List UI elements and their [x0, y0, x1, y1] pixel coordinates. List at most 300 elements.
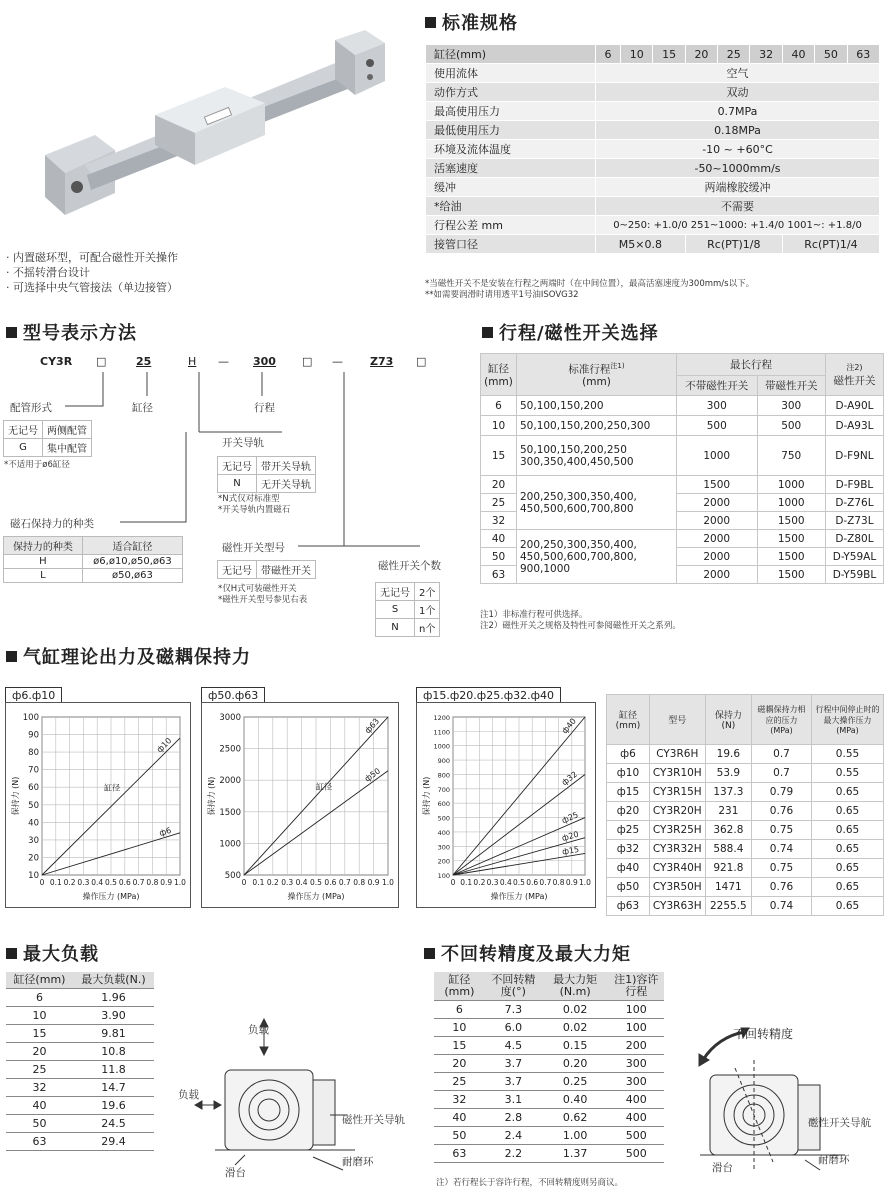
table-cell: 0.25 [542, 1073, 609, 1091]
spec-label: 环境及流体温度 [426, 140, 596, 159]
hdr-note2: 注2) [846, 363, 863, 372]
cell: 200,250,300,350,400, 450,500,600,700,800, 900,1000 [517, 530, 677, 584]
table-row [434, 1055, 664, 1073]
y-axis-label: 保持力 (N) [11, 776, 20, 816]
label-switch-model: 磁性开关型号 [222, 542, 285, 554]
x-tick-label: 0.3 [77, 878, 90, 887]
table-cell: 1471 [705, 878, 751, 897]
y-tick-label: 1100 [433, 728, 450, 737]
x-tick-label: 0.2 [473, 878, 486, 887]
spec-heading [425, 9, 518, 35]
x-tick-label: 0.4 [91, 878, 104, 887]
cell: 1个 [415, 601, 440, 619]
table-cell: 0.7 [752, 764, 812, 783]
hdr-bore: 缸径(mm) [481, 354, 517, 396]
cell: 2000 [677, 548, 758, 566]
table-cell: 9.81 [73, 1025, 154, 1043]
table-row [6, 1115, 154, 1133]
chart-2-tab [201, 684, 265, 703]
x-axis-label: 操作压力 (MPa) [287, 892, 345, 901]
spec-label: 接管口径 [426, 235, 596, 254]
table-cell: 0.76 [752, 878, 812, 897]
table-cell: 53.9 [705, 764, 751, 783]
table-row [434, 1127, 664, 1145]
chart-2 [201, 702, 399, 908]
cell: N [376, 619, 415, 637]
table-cell: 19.6 [705, 745, 751, 764]
cell: 10 [481, 416, 517, 436]
cell: 无记号 [218, 561, 257, 579]
table-row [607, 745, 884, 764]
table-row [607, 802, 884, 821]
table-cell: 1.00 [542, 1127, 609, 1145]
hdr: 最大负载(N.) [73, 972, 154, 989]
y-tick-label: 500 [224, 871, 241, 881]
table-cell: 40 [434, 1109, 485, 1127]
cell: 集中配管 [43, 439, 92, 457]
cell: ø50,ø63 [82, 569, 182, 583]
table-cell: ф10 [607, 764, 650, 783]
table-cell: ф6 [607, 745, 650, 764]
table-cell: 10 [6, 1007, 73, 1025]
hold-header: 适合缸径 [82, 537, 182, 555]
code-part: — [332, 355, 343, 368]
table-row [607, 764, 884, 783]
code-part: H [188, 355, 197, 368]
cell: ø6,ø10,ø50,ø63 [82, 555, 182, 569]
table-cell: 0.62 [542, 1109, 609, 1127]
code-part: 300 [253, 355, 276, 368]
x-tick-label: 0.1 [49, 878, 62, 887]
x-tick-label: 0.9 [367, 878, 380, 887]
spec-value: -10 ~ +60°C [596, 140, 880, 159]
hold-force-table [606, 694, 884, 916]
series-label: ф63 [363, 716, 382, 736]
hdr-note1: 注1) [610, 361, 625, 370]
table-cell: 3.7 [485, 1073, 542, 1091]
table-cell: 40 [6, 1097, 73, 1115]
x-axis-label: 操作压力 (MPa) [82, 892, 140, 901]
table-cell: 3.7 [485, 1055, 542, 1073]
spec-label: 缓冲 [426, 178, 596, 197]
ring-label: 耐磨环 [342, 1156, 374, 1168]
chart-1 [5, 702, 191, 908]
y-tick-label: 800 [437, 771, 450, 780]
cell: 无记号 [218, 457, 257, 475]
table-cell: 231 [705, 802, 751, 821]
x-tick-label: 0.6 [324, 878, 337, 887]
hdr: 型号 [649, 695, 705, 745]
chart-title: ф6.ф10 [5, 687, 62, 703]
cell: 无记号 [376, 583, 415, 601]
x-tick-label: 0 [241, 878, 247, 887]
table-row [6, 1097, 154, 1115]
table-cell: 0.74 [752, 897, 812, 916]
cell: 带开关导轨 [257, 457, 316, 475]
stroke-title: 行程/磁性开关选择 [499, 323, 659, 344]
spec-value: 0.18MPa [596, 121, 880, 140]
spec-value: M5×0.8 [596, 235, 686, 254]
table-cell: 921.8 [705, 859, 751, 878]
hdr-max: 最长行程 [677, 354, 826, 376]
hdr: 行程中间停止时的最大操作压力(MPa) [812, 695, 884, 745]
y-tick-label: 1500 [219, 807, 241, 818]
table-row [6, 1007, 154, 1025]
hdr-with-sw: 带磁性开关 [757, 376, 825, 396]
table-cell: 500 [608, 1145, 664, 1163]
bore-col: 32 [750, 45, 782, 64]
y-tick-label: 900 [437, 757, 450, 766]
table-cell: 19.6 [73, 1097, 154, 1115]
cell: 40 [481, 530, 517, 548]
cell: 50,100,150,200 [517, 396, 677, 416]
table-cell: 0.65 [812, 878, 884, 897]
table-cell: 200 [608, 1037, 664, 1055]
y-tick-label: 1000 [433, 742, 450, 751]
cell: 两侧配管 [43, 421, 92, 439]
table-cell: 0.20 [542, 1055, 609, 1073]
table-cell: 6 [434, 1001, 485, 1019]
table-cell: 0.15 [542, 1037, 609, 1055]
x-tick-label: 0.7 [132, 878, 145, 887]
table-cell: 0.7 [752, 745, 812, 764]
feature-list: · 内置磁环型，可配合磁性开关操作 · 不摇转滑台设计 · 可选择中央气管接法（单边接管） [6, 251, 178, 294]
code-part: □ [416, 355, 427, 368]
cell: 1500 [677, 476, 758, 494]
x-tick-label: 0.1 [252, 878, 265, 887]
y-tick-label: 40 [28, 818, 39, 829]
table-cell: 0.65 [812, 840, 884, 859]
y-tick-label: 100 [437, 872, 450, 880]
table-row [434, 1145, 664, 1163]
table-row [607, 783, 884, 802]
hold-header: 保持力的种类 [4, 537, 83, 555]
code-part: Z73 [370, 355, 394, 368]
table-cell: CY3R32H [649, 840, 705, 859]
cell: S [376, 601, 415, 619]
series-label: ф32 [559, 769, 579, 788]
x-tick-label: 1.0 [579, 878, 591, 887]
table-cell: 3.90 [73, 1007, 154, 1025]
cell: D-F9NL [825, 436, 883, 476]
cell: 2000 [677, 512, 758, 530]
table-cell: 25 [6, 1061, 73, 1079]
x-tick-label: 0 [39, 878, 45, 887]
x-tick-label: 1.0 [382, 878, 394, 887]
bore-col: 20 [685, 45, 717, 64]
hdr: 磁耦保持力相应的压力(MPa) [752, 695, 812, 745]
cell: 1500 [757, 530, 825, 548]
code-part: □ [302, 355, 313, 368]
table-cell: 100 [608, 1019, 664, 1037]
cell: 500 [757, 416, 825, 436]
x-tick-label: 0.9 [160, 878, 173, 887]
cell: D-Y59BL [825, 566, 883, 584]
hdr: 注1)容许行程 [608, 972, 664, 1001]
cell: 750 [757, 436, 825, 476]
feature-item: 不摇转滑台设计 [13, 266, 90, 279]
table-cell: 0.02 [542, 1019, 609, 1037]
precision-table [434, 972, 664, 1163]
table-cell: CY3R40H [649, 859, 705, 878]
table-row [6, 1043, 154, 1061]
cell: 50 [481, 548, 517, 566]
table-row [434, 1091, 664, 1109]
table-cell: CY3R15H [649, 783, 705, 802]
series-label: ф10 [155, 736, 174, 755]
x-tick-label: 0.7 [338, 878, 351, 887]
y-tick-label: 30 [28, 835, 39, 846]
table-cell: 15 [6, 1025, 73, 1043]
series-label: ф20 [560, 829, 580, 843]
spec-header-label: 缸径(mm) [426, 45, 596, 64]
chart-annotation: 缸径 [104, 783, 121, 793]
table-row [434, 1037, 664, 1055]
hdr-std [517, 354, 677, 396]
cell: 1500 [757, 512, 825, 530]
bore-col: 10 [621, 45, 653, 64]
x-tick-label: 0.5 [310, 878, 322, 887]
stroke-notes [480, 610, 681, 632]
code-part: — [218, 355, 229, 368]
table-cell: 300 [608, 1073, 664, 1091]
series-label: ф50 [362, 766, 383, 784]
spec-title: 标准规格 [442, 13, 518, 34]
spec-label: *给油 [426, 197, 596, 216]
chart-title: ф15.ф20.ф25.ф32.ф40 [416, 687, 561, 703]
switch-notes [218, 584, 307, 606]
cell: 1500 [757, 566, 825, 584]
table-cell: ф25 [607, 821, 650, 840]
table-cell: 7.3 [485, 1001, 542, 1019]
table-cell: 1.37 [542, 1145, 609, 1163]
spec-label: 动作方式 [426, 83, 596, 102]
cell: 1000 [757, 476, 825, 494]
table-cell: 0.65 [812, 897, 884, 916]
table-row [607, 840, 884, 859]
note: *开关导轨内置磁石 [218, 505, 291, 515]
cell: n个 [415, 619, 440, 637]
cell: 无记号 [4, 421, 43, 439]
y-tick-label: 600 [437, 800, 450, 809]
piping-note: *不适用于ø6缸径 [4, 460, 70, 470]
x-tick-label: 0.3 [486, 878, 499, 887]
table-cell: CY3R10H [649, 764, 705, 783]
cell: 200,250,300,350,400, 450,500,600,700,800 [517, 476, 677, 530]
x-tick-label: 0.8 [146, 878, 159, 887]
cell: H [4, 555, 83, 569]
y-tick-label: 1200 [433, 714, 450, 722]
table-cell: 50 [434, 1127, 485, 1145]
rail-label: 磁性开关导轨 [342, 1114, 405, 1126]
table-cell: 0.65 [812, 859, 884, 878]
table-cell: 20 [434, 1055, 485, 1073]
cell: 2000 [677, 494, 758, 512]
table-cell: 0.76 [752, 802, 812, 821]
spec-value: 0~250: +1.0/0 251~1000: +1.4/0 1001~: +1.8/0 [596, 216, 880, 235]
x-tick-label: 0.7 [539, 878, 552, 887]
load-horizontal-label: 负载 [178, 1089, 199, 1101]
table-cell: CY3R25H [649, 821, 705, 840]
table-cell: 6.0 [485, 1019, 542, 1037]
cell: G [4, 439, 43, 457]
load-vertical-label: 负载 [248, 1024, 269, 1036]
y-axis-label: 保持力 (N) [207, 776, 216, 816]
x-tick-label: 0.4 [499, 878, 512, 887]
x-tick-label: 0.5 [105, 878, 117, 887]
table-cell: 15 [434, 1037, 485, 1055]
rail-notes [218, 494, 290, 516]
x-tick-label: 0.8 [353, 878, 366, 887]
spec-value: 0.7MPa [596, 102, 880, 121]
table-cell: 0.65 [812, 821, 884, 840]
cell: D-Z76L [825, 494, 883, 512]
spec-value: 不需要 [596, 197, 880, 216]
note: *磁性开关型号参见右表 [218, 595, 308, 605]
table-cell: CY3R63H [649, 897, 705, 916]
label-bore: 缸径 [132, 402, 153, 414]
x-tick-label: 0.8 [552, 878, 565, 887]
cell: 带磁性开关 [257, 561, 316, 579]
x-tick-label: 0.4 [295, 878, 308, 887]
chart-3-tab [416, 684, 561, 703]
hdr: 缸径(mm) [434, 972, 485, 1001]
table-row [6, 989, 154, 1007]
table-cell: 137.3 [705, 783, 751, 802]
cell: 1000 [677, 436, 758, 476]
spec-label: 使用流体 [426, 64, 596, 83]
table-cell: 0.65 [812, 783, 884, 802]
bore-col: 40 [782, 45, 814, 64]
y-axis-label: 保持力 (N) [422, 776, 431, 816]
y-tick-label: 60 [28, 783, 39, 794]
note: 注1）非标准行程可供选择。 [480, 610, 588, 620]
label-piping: 配管形式 [10, 402, 52, 414]
cell: 500 [677, 416, 758, 436]
cell: 25 [481, 494, 517, 512]
load-table [6, 972, 154, 1151]
feature-item: 内置磁环型，可配合磁性开关操作 [13, 251, 178, 264]
table-cell: 0.75 [752, 859, 812, 878]
table-cell: CY3R6H [649, 745, 705, 764]
model-heading [6, 319, 137, 345]
cell: 2000 [677, 566, 758, 584]
y-tick-label: 200 [437, 857, 450, 866]
table-cell: 2.2 [485, 1145, 542, 1163]
x-tick-label: 0.2 [63, 878, 76, 887]
table-cell: 100 [608, 1001, 664, 1019]
table-row [607, 897, 884, 916]
precision-note: 注）若行程长于容许行程，不回转精度则另商议。 [436, 1178, 624, 1188]
table-cell: 500 [608, 1127, 664, 1145]
spec-label: 活塞速度 [426, 159, 596, 178]
table-cell: 4.5 [485, 1037, 542, 1055]
chart-annotation: 缸径 [316, 782, 332, 792]
hdr: 缸径(mm) [6, 972, 73, 989]
table-cell: ф32 [607, 840, 650, 859]
cell: N [218, 475, 257, 493]
table-row [6, 1079, 154, 1097]
x-tick-label: 0.5 [513, 878, 525, 887]
load-diagram [185, 1015, 415, 1185]
cell: 50,100,150,200,250,300 [517, 416, 677, 436]
y-tick-label: 70 [28, 765, 39, 776]
table-cell: 2.8 [485, 1109, 542, 1127]
cell: 6 [481, 396, 517, 416]
label-hold: 磁石保持力的种类 [10, 518, 94, 530]
y-tick-label: 90 [28, 730, 39, 741]
spec-value: 双动 [596, 83, 880, 102]
table-cell: 11.8 [73, 1061, 154, 1079]
y-tick-label: 3000 [219, 713, 241, 723]
table-cell: 400 [608, 1091, 664, 1109]
y-tick-label: 50 [28, 800, 39, 811]
hdr: 最大力矩(N.m) [542, 972, 609, 1001]
hdr-no-sw: 不带磁性开关 [677, 376, 758, 396]
chart-3 [416, 702, 596, 908]
cell: 300 [677, 396, 758, 416]
table-cell: 588.4 [705, 840, 751, 859]
cell: 2000 [677, 530, 758, 548]
cell: D-A93L [825, 416, 883, 436]
table-cell: 50 [6, 1115, 73, 1133]
load-heading [6, 940, 99, 966]
force-title: 气缸理论出力及磁耦保持力 [23, 647, 251, 668]
table-cell: CY3R50H [649, 878, 705, 897]
spec-notes [425, 279, 885, 301]
spec-label: 行程公差 mm [426, 216, 596, 235]
x-tick-label: 0.3 [281, 878, 294, 887]
cell: 1000 [757, 494, 825, 512]
code-part: 25 [136, 355, 152, 368]
hdr: 缸径(mm) [607, 695, 650, 745]
cell: D-Z73L [825, 512, 883, 530]
y-tick-label: 10 [28, 871, 39, 881]
y-tick-label: 400 [437, 828, 450, 837]
x-tick-label: 0.6 [118, 878, 131, 887]
series-label: ф15 [561, 844, 580, 857]
table-cell: 362.8 [705, 821, 751, 840]
bore-col: 25 [718, 45, 750, 64]
y-tick-label: 20 [28, 853, 39, 864]
hdr: 保持力(N) [705, 695, 751, 745]
cell: 20 [481, 476, 517, 494]
table-row [6, 1133, 154, 1151]
label-switch-qty: 磁性开关个数 [378, 560, 441, 572]
note: 注2）磁性开关之规格及特性可参阅磁性开关之系列。 [480, 621, 681, 631]
cell: L [4, 569, 83, 583]
table-cell: ф15 [607, 783, 650, 802]
hdr-switch [825, 354, 883, 396]
code-part: CY3R [40, 355, 73, 368]
rotation-label: 不回转精度 [733, 1027, 794, 1041]
y-tick-label: 1000 [219, 839, 241, 850]
rail-label: 磁性开关导航 [808, 1117, 871, 1129]
load-title: 最大负载 [23, 944, 99, 965]
table-cell: 29.4 [73, 1133, 154, 1151]
spec-value: Rc(PT)1/8 [685, 235, 782, 254]
table-cell: 0.65 [812, 802, 884, 821]
spec-value: Rc(PT)1/4 [782, 235, 879, 254]
table-row [607, 821, 884, 840]
spec-note: **如需要润滑时请用透平1号油ISOVG32 [425, 290, 579, 300]
spec-label: 最高使用压力 [426, 102, 596, 121]
stroke-heading [482, 319, 659, 345]
table-cell: ф50 [607, 878, 650, 897]
slider-label: 滑台 [712, 1162, 733, 1174]
table-cell: 20 [6, 1043, 73, 1061]
table-cell: 63 [6, 1133, 73, 1151]
